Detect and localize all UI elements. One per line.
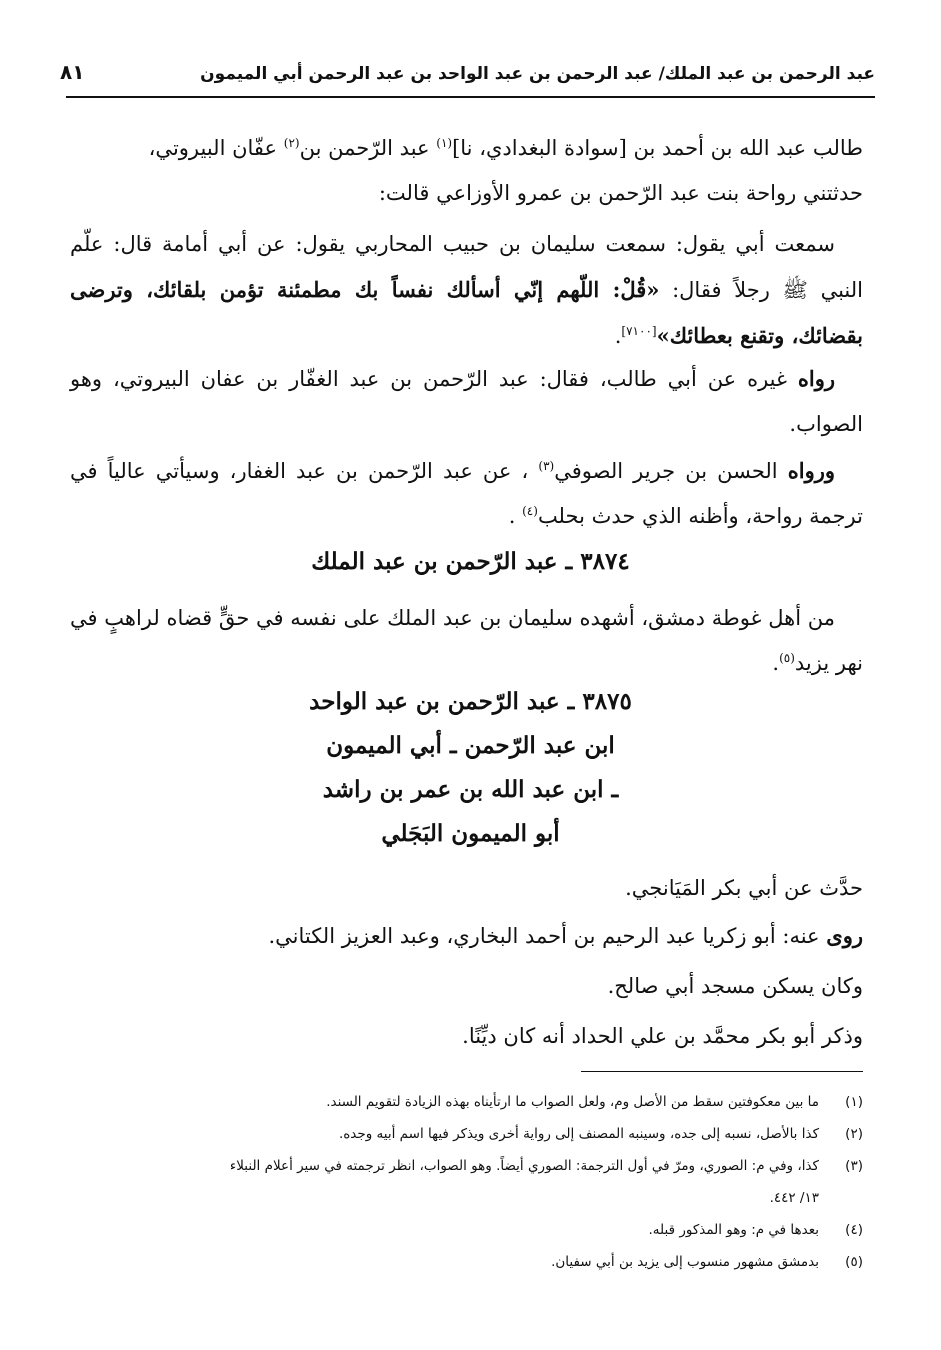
p1-line-2: حدثتني رواحة بنت عبد الرّحمن بن عمرو الأوزاعي قالت: bbox=[378, 181, 863, 205]
header-rule bbox=[66, 96, 875, 98]
page-header bbox=[60, 58, 875, 98]
text: سمعت أبي يقول: سمعت سليمان بن حبيب المحاربي يقول: عن أبي أمامة قال: علّم النبي ﷺ رجلاً فقال: bbox=[70, 232, 864, 302]
p1-line-1 bbox=[70, 126, 863, 171]
footnote-3 bbox=[70, 1150, 863, 1214]
text: . bbox=[508, 504, 523, 528]
footnote-ref: (٤) bbox=[522, 504, 538, 518]
text: طالب عبد الله بن أحمد بن [سوادة البغدادي، نا] bbox=[452, 136, 863, 160]
footnote-text: كذا بالأصل، نسبه إلى جده، وسينبه المصنف إلى رواية أخرى ويذكر فيها اسم أبيه وجده. bbox=[338, 1126, 819, 1142]
paragraph-5 bbox=[70, 596, 863, 686]
footnote-text: كذا، وفي م: الصوري، ومرّ في أول الترجمة: الصوري أيضاً. وهو الصواب، انظر ترجمته في سير أعلام النبلاء bbox=[229, 1158, 819, 1174]
heading-line: ـ ابن عبد الله بن عمر بن راشد bbox=[322, 776, 619, 803]
footnote-5 bbox=[70, 1246, 863, 1278]
hadith-number: [٧١٠٠] bbox=[621, 324, 657, 338]
keyword: رواه bbox=[797, 366, 835, 391]
footnote-number: (٥) bbox=[845, 1254, 863, 1270]
heading-line: ابن عبد الرّحمن ـ أبي الميمون bbox=[326, 732, 615, 759]
entry-line-2 bbox=[70, 916, 863, 956]
text: . bbox=[614, 324, 622, 348]
text: عنه: أبو زكريا عبد الرحيم بن أحمد البخاري، وعبد العزيز الكتاني. bbox=[268, 924, 827, 948]
text: من أهل غوطة دمشق، أشهده سليمان بن عبد الملك على نفسه في حقٍّ قضاه لراهبٍ في نهر يزيد bbox=[70, 606, 863, 675]
text: غيره عن أبي طالب، فقال: عبد الرّحمن بن عبد الغفّار بن عفان البيروتي، وهو الصواب. bbox=[70, 367, 863, 436]
keyword: روى bbox=[826, 923, 863, 948]
footnote-number: (١) bbox=[845, 1094, 863, 1110]
footnote-text: ما بين معكوفتين سقط من الأصل وم، ولعل الصواب ما ارتأيناه بهذه الزيادة لتقويم السند. bbox=[326, 1094, 819, 1110]
paragraph-2 bbox=[70, 222, 863, 359]
paragraph-4 bbox=[70, 448, 863, 539]
text: وذكر أبو بكر محمَّد بن علي الحداد أنه كان ديِّنًا. bbox=[462, 1024, 863, 1048]
entry-line-4 bbox=[70, 1016, 863, 1056]
footnote-text: بعدها في م: وهو المذكور قبله. bbox=[648, 1222, 819, 1238]
footnote-2 bbox=[70, 1118, 863, 1150]
running-title: عبد الرحمن بن عبد الملك/ عبد الرحمن بن عبد الواحد بن عبد الرحمن أبي الميمون bbox=[200, 64, 875, 84]
text: ، عن عبد الرّحمن بن عبد الغفار، وسيأتي عالياً في ترجمة رواحة، وأظنه الذي حدث بحلب bbox=[70, 459, 863, 528]
footnote-4 bbox=[70, 1214, 863, 1246]
hadith-text: «قُلْ: اللّهم إنّي أسألك نفساً بك مطمئنة تؤمن بلقائك، وترضى بقضائك، وتقنع بعطائك» bbox=[70, 277, 863, 348]
entry-heading-3875 bbox=[70, 680, 871, 856]
footnote-number: (٢) bbox=[845, 1126, 863, 1142]
footnote-rule bbox=[581, 1071, 863, 1072]
text: وكان يسكن مسجد أبي صالح. bbox=[607, 974, 863, 998]
footnote-line bbox=[70, 1150, 863, 1182]
heading-line: ٣٨٧٥ ـ عبد الرّحمن بن عبد الواحد bbox=[309, 688, 632, 715]
footnote-ref: (٣) bbox=[538, 459, 555, 473]
footnote-ref: (٢) bbox=[283, 136, 300, 150]
text: عبد الرّحمن بن bbox=[299, 136, 437, 160]
footnote-ref: (١) bbox=[436, 136, 453, 150]
paragraph-3 bbox=[70, 356, 863, 447]
footnote-number: (٤) bbox=[845, 1222, 863, 1238]
text: عفّان البيروتي، bbox=[148, 136, 284, 160]
text: الحسن بن جرير الصوفي bbox=[554, 459, 788, 483]
entry-heading-3874: ٣٨٧٤ ـ عبد الرّحمن بن عبد الملك bbox=[311, 548, 630, 575]
page-number: ٨١ bbox=[60, 60, 85, 84]
keyword: ورواه bbox=[787, 458, 835, 483]
footnote-ref: (٥) bbox=[779, 651, 795, 665]
entry-line-3 bbox=[70, 966, 863, 1006]
footnote-1 bbox=[70, 1086, 863, 1118]
footnote-text: بدمشق مشهور منسوب إلى يزيد بن أبي سفيان. bbox=[551, 1254, 819, 1270]
footnote-number: (٣) bbox=[845, 1158, 863, 1174]
footnote-continuation: ١٣/ ٤٤٢. bbox=[769, 1190, 819, 1206]
text: . bbox=[772, 651, 780, 675]
heading-line: أبو الميمون البَجَلي bbox=[381, 820, 560, 847]
entry-line-1 bbox=[70, 868, 863, 908]
paragraph-1 bbox=[70, 126, 863, 216]
text: حدَّث عن أبي بكر المَيَانجي. bbox=[625, 876, 863, 900]
